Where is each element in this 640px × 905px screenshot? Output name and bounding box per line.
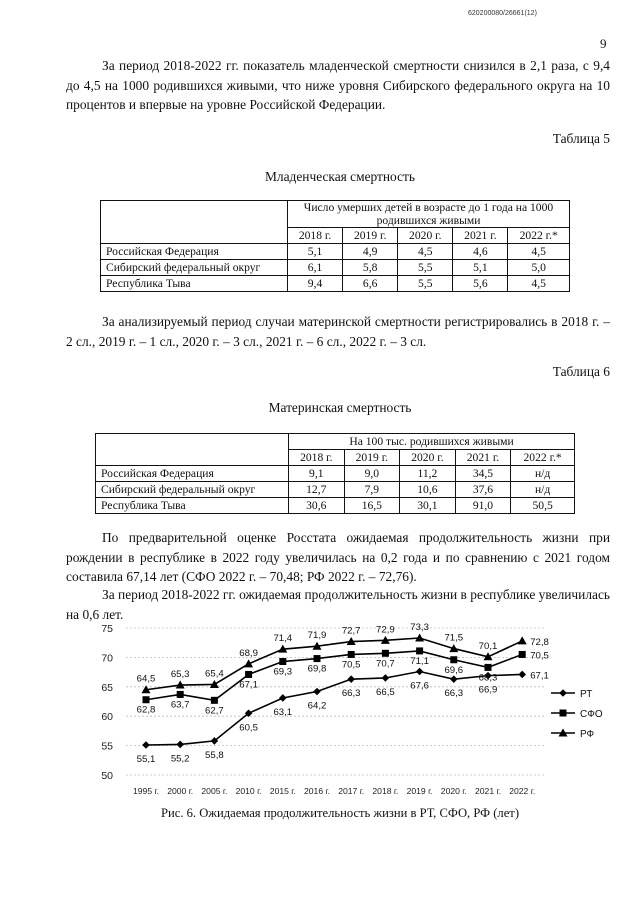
data-label: 55,2 <box>170 753 190 765</box>
row-name: Российская Федерация <box>101 244 288 260</box>
x-tick-label: 1995 г. <box>133 786 159 796</box>
x-tick-label: 2015 г. <box>269 786 296 796</box>
table5-group-header: Число умерших детей в возрасте до 1 года на 1000 родившихся живыми <box>288 201 570 228</box>
legend-marker <box>560 710 567 717</box>
data-label: 69,8 <box>307 663 327 675</box>
data-point-diamond <box>176 741 184 749</box>
x-tick-label: 2020 г. <box>440 786 467 796</box>
table-cell: 6,6 <box>343 276 398 292</box>
row-name: Республика Тыва <box>96 498 289 514</box>
legend-label: СФО <box>580 709 603 720</box>
x-tick-label: 2016 г. <box>304 786 330 796</box>
row-name: Сибирский федеральный округ <box>101 260 288 276</box>
y-tick-label: 70 <box>101 652 113 665</box>
x-tick-label: 2021 г. <box>475 786 501 796</box>
table6-number: Таблица 6 <box>552 364 610 379</box>
table-cell: 5,5 <box>398 276 453 292</box>
data-label: 67,6 <box>410 680 429 692</box>
paragraph-infant-mortality: За период 2018-2022 гг. показатель младенческой смертности снизился в 2,1 раза, с 9,4 до 4,5 на 1000 родившихся живыми, что ниже уровня Сибирского федерального округа на 10 процентов и впервые на уровне Российской Федерации. <box>66 58 610 112</box>
x-tick-label: 2019 г. <box>406 786 433 796</box>
data-point-square <box>177 691 184 698</box>
data-label: 70,7 <box>376 658 395 670</box>
y-tick-label: 60 <box>101 711 113 724</box>
table-cell: 9,4 <box>288 276 343 292</box>
data-point-square <box>348 651 355 658</box>
page-number: 9 <box>600 36 607 51</box>
table-cell: 6,1 <box>288 260 343 276</box>
data-point-square <box>450 656 457 663</box>
data-label: 68,9 <box>239 647 258 659</box>
data-point-square <box>382 650 389 657</box>
x-tick-label: 2010 г. <box>235 786 262 796</box>
table-cell: 5,6 <box>453 276 508 292</box>
table5-year-header: 2018 г. <box>288 228 343 244</box>
x-tick-label: 2022 г. <box>509 786 536 796</box>
table-cell: 34,5 <box>455 466 511 482</box>
data-label: 70,1 <box>478 640 498 652</box>
row-name: Республика Тыва <box>101 276 288 292</box>
table-cell: 5,1 <box>288 244 343 260</box>
data-label: 70,5 <box>341 659 361 671</box>
table-cell: 11,2 <box>400 466 456 482</box>
document-id: 620200080/26661(12) <box>468 10 537 17</box>
table5-year-header: 2022 г.* <box>508 228 570 244</box>
data-label: 66,5 <box>376 686 395 698</box>
table6-group-header: На 100 тыс. родившихся живыми <box>289 434 575 450</box>
table-cell: 91,0 <box>455 498 511 514</box>
data-label: 63,7 <box>170 699 190 711</box>
data-label: 72,9 <box>376 624 395 636</box>
table5-year-header: 2020 г. <box>398 228 453 244</box>
data-point-diamond <box>313 688 321 696</box>
table-cell: 9,0 <box>344 466 400 482</box>
data-label: 71,4 <box>273 633 293 645</box>
table-cell: 4,5 <box>508 276 570 292</box>
series-line-diamond <box>146 672 522 746</box>
data-label: 71,5 <box>444 632 464 644</box>
data-point-diamond <box>450 675 458 683</box>
data-label: 71,1 <box>410 655 429 667</box>
legend-label: РФ <box>580 729 595 740</box>
table-cell: 30,1 <box>400 498 456 514</box>
table-cell: 4,5 <box>398 244 453 260</box>
table6-year-header: 2018 г. <box>289 450 345 466</box>
data-label: 65,4 <box>205 668 224 680</box>
data-point-square <box>416 647 423 654</box>
data-label: 67,1 <box>239 679 258 691</box>
data-label: 62,8 <box>136 704 156 716</box>
series-line-square <box>146 651 522 700</box>
data-label: 62,7 <box>205 705 224 717</box>
data-label: 65,3 <box>170 669 190 681</box>
data-point-triangle <box>518 636 527 644</box>
row-name: Российская Федерация <box>96 466 289 482</box>
data-point-square <box>211 697 218 704</box>
table6-title: Материнская смертность <box>268 400 412 415</box>
data-point-square <box>519 651 526 658</box>
table5-year-header: 2019 г. <box>343 228 398 244</box>
data-point-diamond <box>142 741 150 749</box>
y-tick-label: 55 <box>101 740 113 753</box>
data-label: 60,5 <box>239 722 258 734</box>
data-point-diamond <box>347 675 355 683</box>
data-point-square <box>314 655 321 662</box>
table5-year-header: 2021 г. <box>453 228 508 244</box>
table6-year-header: 2021 г. <box>455 450 511 466</box>
data-label: 72,7 <box>341 625 361 637</box>
data-label: 55,8 <box>205 749 224 761</box>
data-label: 66,9 <box>478 684 498 696</box>
data-label: 55,1 <box>136 754 156 766</box>
table-cell: 30,6 <box>289 498 345 514</box>
table6-year-header: 2022 г.* <box>511 450 575 466</box>
table-cell: 10,6 <box>400 482 456 498</box>
table-cell: н/д <box>511 482 575 498</box>
data-label: 73,3 <box>410 621 429 633</box>
x-tick-label: 2005 г. <box>201 786 228 796</box>
data-point-diamond <box>518 671 526 679</box>
data-point-square <box>143 696 150 703</box>
chart-caption: Рис. 6. Ожидаемая продолжительность жизни в РТ, СФО, РФ (лет) <box>160 806 520 820</box>
table-cell: н/д <box>511 466 575 482</box>
table-cell: 50,5 <box>511 498 575 514</box>
data-point-square <box>279 658 286 665</box>
data-point-diamond <box>382 674 390 682</box>
table5-number: Таблица 5 <box>552 131 610 146</box>
y-tick-label: 50 <box>101 770 113 782</box>
data-label: 64,5 <box>136 673 156 685</box>
table-cell: 9,1 <box>289 466 345 482</box>
x-tick-label: 2017 г. <box>338 786 365 796</box>
table-cell: 5,8 <box>343 260 398 276</box>
data-label: 64,2 <box>307 700 327 712</box>
table-cell: 5,5 <box>398 260 453 276</box>
legend-label: РТ <box>580 689 593 700</box>
data-label: 66,3 <box>341 688 361 700</box>
data-point-diamond <box>279 694 287 702</box>
table6-year-header: 2020 г. <box>400 450 456 466</box>
data-label: 72,8 <box>530 636 549 648</box>
data-point-square <box>245 671 252 678</box>
table6-year-header: 2019 г. <box>344 450 400 466</box>
table-cell: 37,6 <box>455 482 511 498</box>
x-tick-label: 2018 г. <box>372 786 399 796</box>
data-point-square <box>485 664 492 671</box>
y-tick-label: 65 <box>101 681 113 694</box>
data-label: 66,3 <box>444 688 464 700</box>
table-cell: 16,5 <box>344 498 400 514</box>
table-cell: 12,7 <box>289 482 345 498</box>
table-cell: 4,6 <box>453 244 508 260</box>
paragraph-life-expectancy: По предварительной оценке Росстата ожидаемая продолжительность жизни при рождении в республике в 2022 году увеличилась на 0,2 года и по сравнению с 2021 годом составила 67,14 лет (СФО 2022 г. – 70,48; РФ 2022 г. – 72,76). <box>66 530 610 584</box>
legend-marker <box>559 689 567 697</box>
data-label: 63,1 <box>273 706 293 718</box>
data-label: 69,3 <box>273 666 293 678</box>
paragraph-maternal-mortality: За анализируемый период случаи материнской смертности регистрировались в 2018 г. – 2 сл., 2019 г. – 1 сл., 2020 г. – 3 сл., 2021 г. – 6 сл., 2022 г. – 3 сл. <box>66 314 610 349</box>
data-label: 69,6 <box>444 664 464 676</box>
table-cell: 7,9 <box>344 482 400 498</box>
row-name: Сибирский федеральный округ <box>96 482 289 498</box>
table-cell: 4,5 <box>508 244 570 260</box>
data-label: 70,5 <box>530 650 549 662</box>
data-label: 68,3 <box>478 672 498 684</box>
data-label: 67,1 <box>530 670 549 682</box>
x-tick-label: 2000 г. <box>167 786 194 796</box>
table5-title: Младенческая смертность <box>265 169 415 184</box>
table-cell: 5,1 <box>453 260 508 276</box>
data-point-diamond <box>416 668 424 676</box>
data-label: 71,9 <box>307 630 327 642</box>
table-cell: 4,9 <box>343 244 398 260</box>
table-cell: 5,0 <box>508 260 570 276</box>
y-tick-label: 75 <box>101 623 113 635</box>
series-line-triangle <box>146 638 522 690</box>
paragraph-life-expectancy-period: За период 2018-2022 гг. ожидаемая продолжительность жизни в республике увеличилась на 0,6 лет. <box>66 587 610 622</box>
